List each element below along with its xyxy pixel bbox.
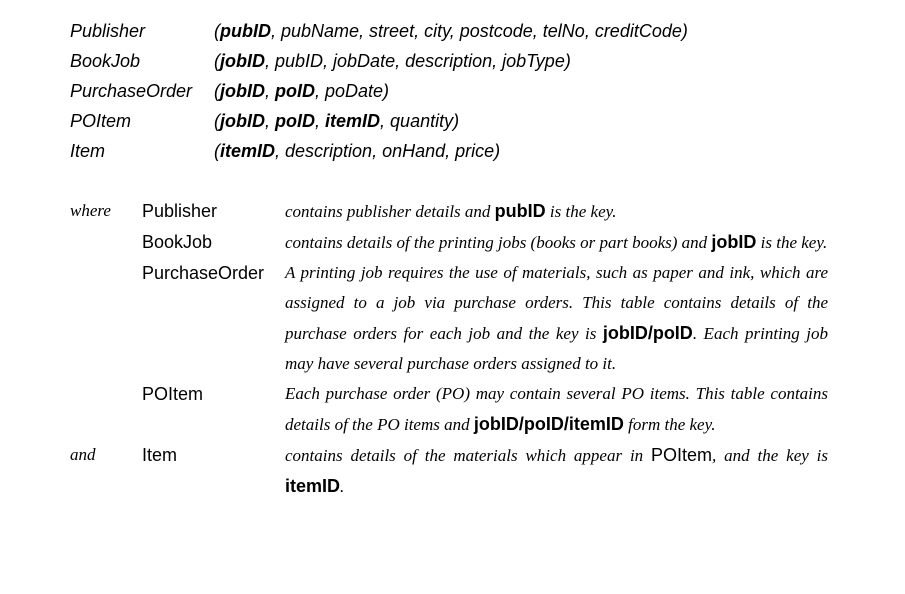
primary-key: poID <box>275 111 316 131</box>
key-name: jobID/poID <box>602 323 693 343</box>
description-text: A printing job requires the use of materials, such as paper and ink, which are assigned to a job via purchase orders. This table contains details of the purchase orders for each job and the key is jobID/poID. Each printing job may have several purchase orders assigned to it. <box>285 263 828 373</box>
table-descriptions <box>70 196 830 502</box>
primary-key: jobID <box>220 51 265 71</box>
table-name: Publisher <box>70 21 146 41</box>
description-text: contains details of the materials which appear in POItem, and the key is itemID. <box>285 445 828 496</box>
attribute-list: (pubID, pubName, street, city, postcode, telNo, creditCode) <box>214 21 688 41</box>
key-name: itemID <box>285 476 341 496</box>
attribute-list: (jobID, poID, poDate) <box>214 81 390 101</box>
table-name: BookJob <box>70 51 141 71</box>
attribute-list: (jobID, pubID, jobDate, description, jobType) <box>214 51 571 71</box>
description-purchaseorder <box>70 258 830 379</box>
description-poitem <box>70 379 830 440</box>
term-label: BookJob <box>142 232 213 252</box>
primary-key: jobID <box>220 111 265 131</box>
description-bookjob <box>70 227 830 258</box>
table-name: POItem <box>70 111 132 131</box>
primary-key: pubID <box>220 21 271 41</box>
term-label: Publisher <box>142 201 218 221</box>
key-name: jobID/poID/itemID <box>473 414 624 434</box>
table-name: Item <box>70 141 106 161</box>
attribute-list: (itemID, description, onHand, price) <box>214 141 501 161</box>
description-text: contains details of the printing jobs (books or part books) and jobID is the key. <box>285 232 828 252</box>
term-label: PurchaseOrder <box>142 263 265 283</box>
primary-key: itemID <box>220 141 276 161</box>
description-text: contains publisher details and pubID is the key. <box>285 201 617 221</box>
table-name: PurchaseOrder <box>70 81 193 101</box>
description-publisher <box>70 196 830 227</box>
table-reference: POItem <box>651 445 713 465</box>
description-item <box>70 440 830 502</box>
key-name: jobID <box>711 232 757 252</box>
term-label: POItem <box>142 384 204 404</box>
attribute-list: (jobID, poID, itemID, quantity) <box>214 111 460 131</box>
term-label: Item <box>142 445 178 465</box>
where-label: where <box>70 201 111 220</box>
primary-key: jobID <box>220 81 265 101</box>
primary-key: itemID <box>325 111 381 131</box>
and-label: and <box>70 445 96 464</box>
primary-key: poID <box>275 81 316 101</box>
description-text: Each purchase order (PO) may contain several PO items. This table contains details of the PO items and jobID/poID/itemID form the key. <box>285 384 828 434</box>
key-name: pubID <box>494 201 546 221</box>
